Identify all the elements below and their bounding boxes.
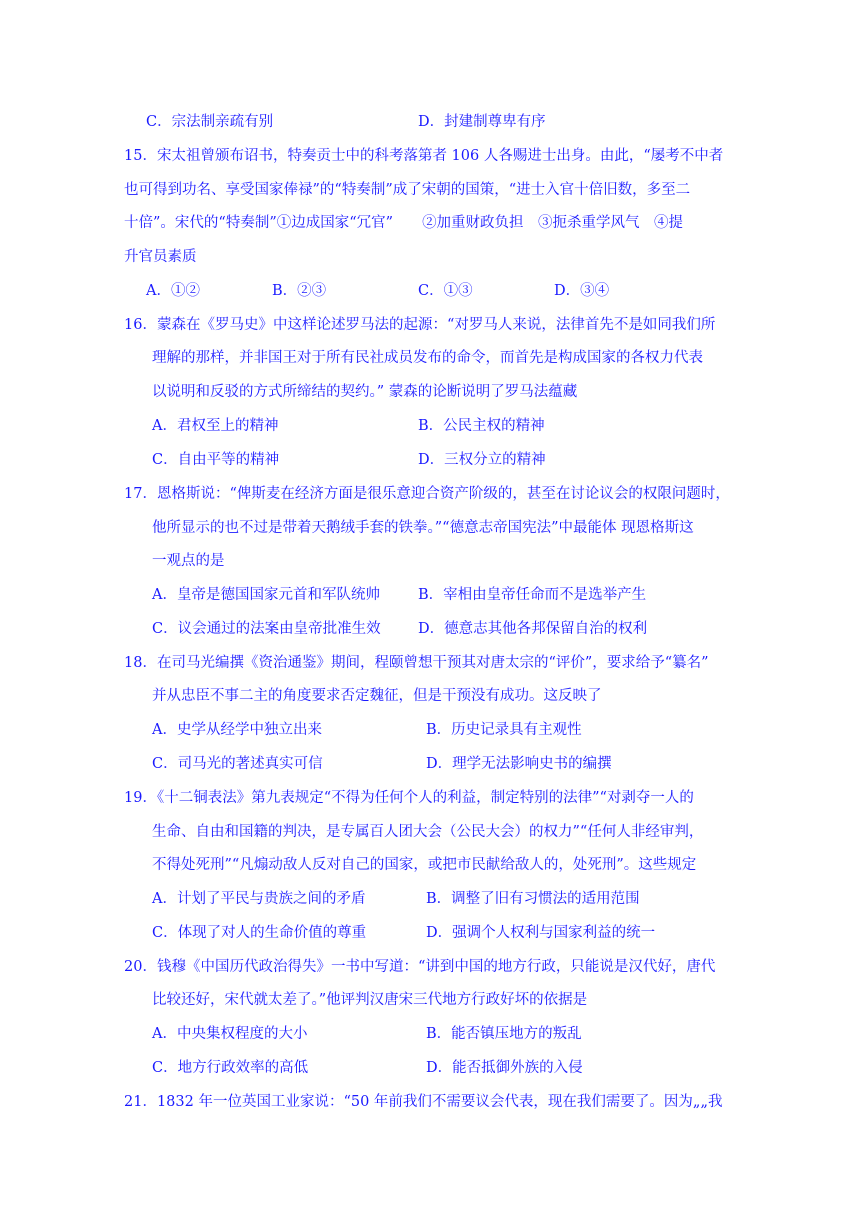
- q19-option-d: D．强调个人权利与国家利益的统一: [426, 925, 656, 941]
- q21-stem-line-1: 21．1832 年一位英国工业家说：“50 年前我们不需要议会代表，现在我们需要了。因为„„我: [124, 1094, 723, 1110]
- q16-option-a: A．君权至上的精神: [152, 418, 279, 434]
- q15-option-c: C．①③: [418, 283, 473, 299]
- q17-option-d: D．德意志其他各邦保留自治的权利: [418, 621, 648, 637]
- q19-option-b: B．调整了旧有习惯法的适用范围: [426, 891, 640, 907]
- q16-stem-line-2: 理解的那样，并非国王对于所有民社成员发布的命令，而首先是构成国家的各权力代表: [152, 350, 703, 366]
- q15-option-b: B．②③: [272, 283, 327, 299]
- q17-option-a: A．皇帝是德国国家元首和军队统帅: [152, 587, 380, 603]
- q18-stem-line-2: 并从忠臣不事二主的角度要求否定魏征，但是干预没有成功。这反映了: [152, 688, 602, 704]
- q17-option-c: C．议会通过的法案由皇帝批准生效: [152, 621, 381, 637]
- q20-option-d: D．能否抵御外族的入侵: [426, 1060, 583, 1076]
- q18-option-b: B．历史记录具有主观性: [426, 722, 582, 738]
- q16-option-c: C．自由平等的精神: [152, 452, 280, 468]
- q18-stem-line-1: 18．在司马光编撰《资治通鉴》期间，程颐曾想干预其对唐太宗的“评价”，要求给予“纂名”: [124, 655, 709, 671]
- q19-stem-line-2: 生命、自由和国籍的判决，是专属百人团大会（公民大会）的权力”“任何人非经审判，: [152, 824, 704, 840]
- q20-stem-line-2: 比较还好，宋代就太差了。”他评判汉唐宋三代地方行政好坏的依据是: [152, 992, 588, 1008]
- q15-stem-line-3: 十倍”。宋代的“特奏制”①边成国家“冗官” ②加重财政负担 ③扼杀重学风气 ④提: [124, 215, 684, 231]
- q19-stem-line-3: 不得处死刑”“凡煽动敌人反对自己的国家，或把市民献给敌人的，处死刑”。这些规定: [152, 857, 697, 873]
- q18-option-c: C．司马光的著述真实可信: [152, 756, 323, 772]
- q19-stem-line-1: 19．《十二铜表法》第九表规定“不得为任何个人的利益，制定特别的法律”“对剥夺一人的: [124, 790, 694, 806]
- q18-option-a: A．史学从经学中独立出来: [152, 722, 322, 738]
- q18-option-d: D．理学无法影响史书的编撰: [426, 756, 612, 772]
- q16-stem-line-1: 16．蒙森在《罗马史》中这样论述罗马法的起源：“对罗马人来说，法律首先不是如同我们所: [124, 317, 716, 333]
- q16-option-d: D．三权分立的精神: [418, 452, 546, 468]
- q15-stem-line-4: 升官员素质: [124, 249, 197, 265]
- q15-stem-line-1: 15．宋太祖曾颁布诏书，特奏贡士中的科考落第者 106 人各赐进士出身。由此，“屡考不中者: [124, 148, 724, 164]
- q16-option-b: B．公民主权的精神: [418, 418, 545, 434]
- q17-option-b: B．宰相由皇帝任命而不是选举产生: [418, 587, 647, 603]
- q15-stem-line-2: 也可得到功名、享受国家俸禄”的“特奏制”成了宋朝的国策，“进士入官十倍旧数，多至二: [124, 182, 691, 198]
- q14-option-d: D．封建制尊卑有序: [418, 114, 546, 130]
- q15-option-d: D．③④: [554, 283, 610, 299]
- q14-option-c: C．宗法制亲疏有别: [146, 114, 274, 130]
- q17-stem-line-3: 一观点的是: [152, 553, 225, 569]
- q20-stem-line-1: 20．钱穆《中国历代政治得失》一书中写道：“讲到中国的地方行政，只能说是汉代好，唐代: [124, 959, 716, 975]
- q19-option-c: C．体现了对人的生命价值的尊重: [152, 925, 367, 941]
- q16-stem-line-3: 以说明和反驳的方式所缔结的契约。” 蒙森的论断说明了罗马法蕴藏: [152, 384, 578, 400]
- q17-stem-line-2: 他所显示的也不过是带着天鹅绒手套的铁拳。”“德意志帝国宪法”中最能体 现恩格斯这: [152, 520, 694, 536]
- q20-option-a: A．中央集权程度的大小: [152, 1026, 308, 1042]
- q19-option-a: A．计划了平民与贵族之间的矛盾: [152, 891, 366, 907]
- q15-option-a: A．①②: [146, 283, 200, 299]
- q20-option-c: C．地方行政效率的高低: [152, 1060, 309, 1076]
- q17-stem-line-1: 17．恩格斯说：“俾斯麦在经济方面是很乐意迎合资产阶级的，甚至在讨论议会的权限问题时，: [124, 486, 730, 502]
- q20-option-b: B．能否镇压地方的叛乱: [426, 1026, 582, 1042]
